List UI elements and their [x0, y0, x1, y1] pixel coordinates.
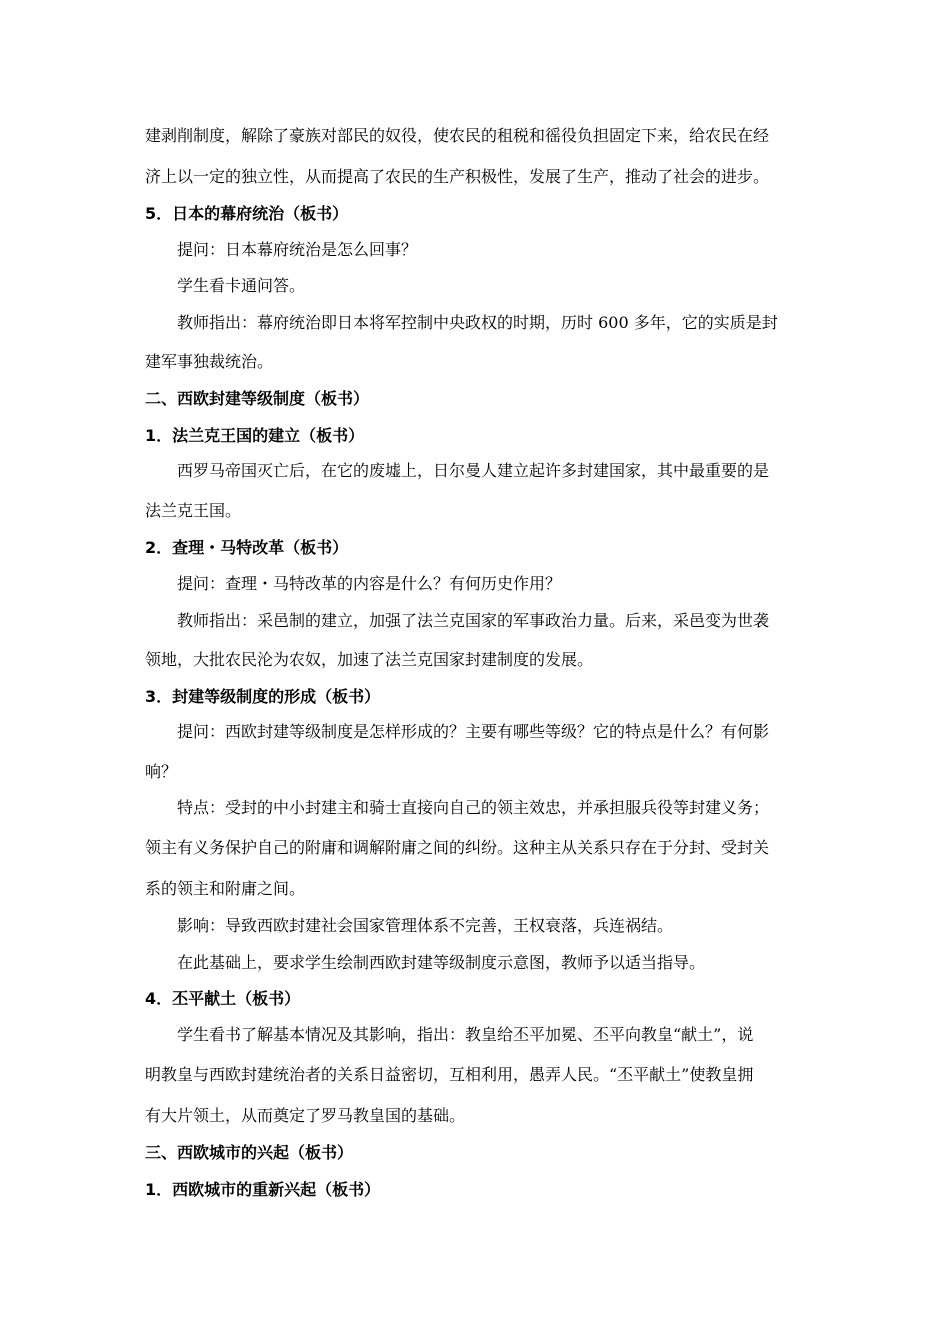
paragraph-line: 学生看卡通问答。: [177, 276, 306, 295]
paragraph-line: 提问：日本幕府统治是怎么回事？: [177, 240, 418, 259]
paragraph-line: 提问：西欧封建等级制度是怎样形成的？主要有哪些等级？它的特点是什么？有何影: [177, 722, 770, 741]
paragraph-line: 建剥削制度，解除了豪族对部民的奴役，使农民的租税和徭役负担固定下来，给农民在经: [145, 126, 770, 145]
paragraph-line: 影响：导致西欧封建社会国家管理体系不完善，王权衰落，兵连祸结。: [177, 916, 674, 935]
section-heading: 4．丕平献土（板书）: [145, 989, 301, 1008]
paragraph-line: 领主有义务保护自己的附庸和调解附庸之间的纠纷。这种主从关系只存在于分封、受封关: [145, 838, 770, 857]
paragraph-line: 教师指出：幕府统治即日本将军控制中央政权的时期，历时 600 多年，它的实质是封: [177, 313, 778, 332]
section-heading: 1．西欧城市的重新兴起（板书）: [145, 1180, 381, 1199]
paragraph-line: 明教皇与西欧封建统治者的关系日益密切，互相利用，愚弄人民。“丕平献土”使教皇拥: [145, 1065, 754, 1084]
paragraph-line: 法兰克王国。: [145, 501, 242, 520]
paragraph-line: 响？: [145, 762, 178, 781]
paragraph-line: 领地，大批农民沦为农奴，加速了法兰克国家封建制度的发展。: [145, 650, 594, 669]
paragraph-line: 有大片领土，从而奠定了罗马教皇国的基础。: [145, 1106, 466, 1125]
section-heading: 3．封建等级制度的形成（板书）: [145, 687, 381, 706]
section-heading: 二、西欧封建等级制度（板书）: [145, 389, 370, 408]
paragraph-line: 学生看书了解基本情况及其影响，指出：教皇给丕平加冕、丕平向教皇“献土”，说: [177, 1025, 754, 1044]
section-heading: 三、西欧城市的兴起（板书）: [145, 1143, 354, 1162]
paragraph-line: 提问：查理・马特改革的内容是什么？有何历史作用？: [177, 574, 562, 593]
paragraph-line: 系的领主和附庸之间。: [145, 879, 306, 898]
section-heading: 2．查理・马特改革（板书）: [145, 538, 349, 557]
section-heading: 5．日本的幕府统治（板书）: [145, 204, 349, 223]
paragraph-line: 建军事独裁统治。: [145, 352, 274, 371]
paragraph-line: 济上以一定的独立性，从而提高了农民的生产积极性，发展了生产，推动了社会的进步。: [145, 167, 770, 186]
paragraph-line: 西罗马帝国灭亡后，在它的废墟上，日尔曼人建立起许多封建国家，其中最重要的是: [177, 461, 770, 480]
paragraph-line: 特点：受封的中小封建主和骑士直接向自己的领主效忠，并承担服兵役等封建义务；: [177, 798, 770, 817]
section-heading: 1．法兰克王国的建立（板书）: [145, 426, 365, 445]
paragraph-line: 教师指出：采邑制的建立，加强了法兰克国家的军事政治力量。后来，采邑变为世袭: [177, 611, 770, 630]
paragraph-line: 在此基础上，要求学生绘制西欧封建等级制度示意图，教师予以适当指导。: [177, 953, 706, 972]
